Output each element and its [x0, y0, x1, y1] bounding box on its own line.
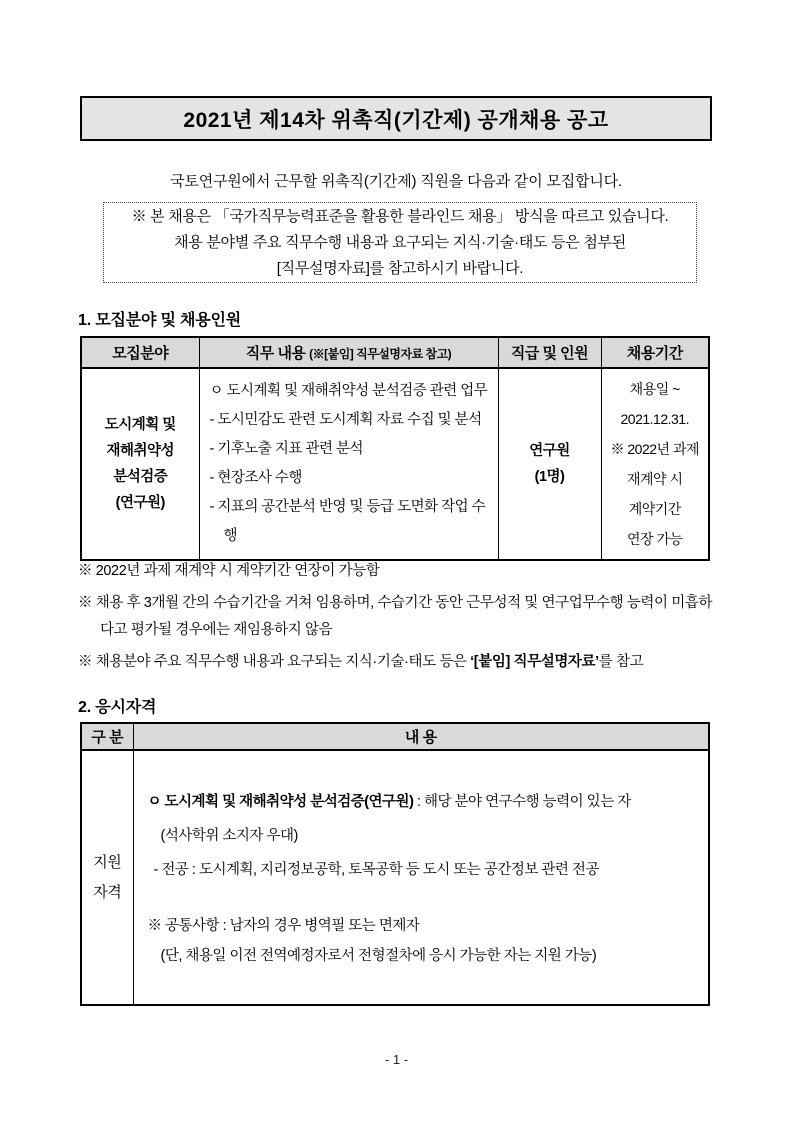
col-header-duty: [199, 337, 498, 368]
position-cell: [498, 368, 601, 560]
position-line: (1명): [534, 469, 565, 485]
section2-heading: 2. 응시자격: [78, 699, 157, 716]
qualification-item-bold: ㅇ 도시계획 및 재해취약성 분석검증(연구원): [147, 793, 414, 810]
period-line: ※ 2022년 과제: [610, 441, 699, 457]
field-cell: [81, 368, 199, 560]
period-line: 계약기간: [628, 501, 681, 517]
document-title-box: [80, 96, 712, 141]
duties-cell: [199, 368, 498, 560]
field-line: 분석검증: [113, 469, 168, 485]
qualification-label-line: 자격: [93, 883, 122, 901]
recruitment-table: [80, 336, 710, 561]
period-line: 2021.12.31.: [620, 411, 689, 427]
footnote-text: ※ 채용 후 3개월 간의 수습기간을 거쳐 임용하며, 수습기간 동안 근무성적 및 연구업무수행 능력이 미흡하다고 평가될 경우에는 재임용하지 않음: [78, 595, 713, 638]
document-title: 2021년 제14차 위촉직(기간제) 공개채용 공고: [183, 108, 609, 132]
notice-box: [103, 202, 697, 283]
recruitment-table-header-row: [81, 337, 709, 368]
field-line: 재해취약성: [106, 443, 175, 459]
recruitment-table-row: [81, 368, 709, 560]
footnote-text: ※ 채용분야 주요 직무수행 내용과 요구되는 지식·기술·태도 등은: [78, 654, 471, 670]
qualification-table-row: [81, 750, 709, 1005]
qualification-item: [148, 785, 701, 819]
col-header-duty-main: 직무 내용: [245, 345, 306, 362]
footnote-text: 를 참고: [598, 654, 644, 670]
qualification-label-cell: [81, 750, 133, 1005]
notice-line: [직무설명자료]를 참고하시기 바랍니다.: [276, 259, 524, 277]
notice-line: ※ 본 채용은 「국가직무능력표준을 활용한 블라인드 채용」 방식을 따르고 있습니다.: [131, 207, 669, 225]
footnote-bold-text: ‘[붙임] 직무설명자료’: [470, 654, 599, 670]
field-line: (연구원): [115, 495, 165, 511]
position-line: 연구원: [529, 443, 570, 459]
qualification-item-sub: (석사학위 소지자 우대): [160, 827, 298, 844]
col-header-duty-sub: (※[붙임] 직무설명자료 참고): [309, 347, 452, 361]
period-cell: [601, 368, 709, 560]
col-header-field: 모집분야: [81, 337, 199, 368]
col-header-content: 내 용: [133, 723, 709, 750]
qualification-item: - 전공 : 도시계획, 지리정보공학, 토목공학 등 도시 또는 공간정보 관련 전공: [153, 861, 599, 878]
duty-item: - 현장조사 수행: [209, 470, 302, 486]
qualification-table: [80, 722, 710, 1006]
field-line: 도시계획 및: [104, 417, 176, 433]
period-line: 채용일 ~: [629, 381, 680, 397]
intro-paragraph: 국토연구원에서 근무할 위촉직(기간제) 직원을 다음과 같이 모집합니다.: [170, 173, 622, 190]
section1-heading: 1. 모집분야 및 채용인원: [78, 312, 241, 329]
period-line: 재계약 시: [627, 471, 683, 487]
footnote: [78, 590, 718, 644]
col-header-category: 구 분: [81, 723, 133, 750]
col-header-position: 직급 및 인원: [498, 337, 601, 368]
footnote: [78, 558, 718, 585]
footnote-text: ※ 2022년 과제 재계약 시 계약기간 연장이 가능함: [78, 563, 380, 579]
col-header-period: 채용기간: [601, 337, 709, 368]
duty-item: - 도시민감도 관련 도시계획 자료 수집 및 분석: [209, 412, 482, 428]
duty-item: - 지표의 공간분석 반영 및 등급 도면화 작업 수행: [209, 499, 486, 544]
notice-line: 채용 분야별 주요 직무수행 내용과 요구되는 지식·기술·태도 등은 첨부된: [174, 233, 626, 251]
qualification-content-cell: [133, 750, 709, 1005]
qualification-note: ※ 공통사항 : 남자의 경우 병역필 또는 면제자: [147, 917, 420, 934]
spacer: [148, 887, 701, 911]
table-footnotes: [78, 558, 718, 681]
qualification-table-header-row: [81, 723, 709, 750]
duty-item: ㅇ 도시계획 및 재해취약성 분석검증 관련 업무: [209, 383, 488, 399]
qualification-label-line: 지원: [93, 853, 122, 871]
period-line: 연장 가능: [627, 531, 683, 547]
footnote: [78, 649, 718, 676]
qualification-item-text: : 해당 분야 연구수행 능력이 있는 자: [413, 793, 631, 810]
duty-item: - 기후노출 지표 관련 분석: [209, 441, 364, 457]
qualification-note-sub: (단, 채용일 이전 전역예정자로서 전형절차에 응시 가능한 자는 지원 가능): [160, 947, 597, 964]
page-number: - 1 -: [384, 1052, 409, 1067]
